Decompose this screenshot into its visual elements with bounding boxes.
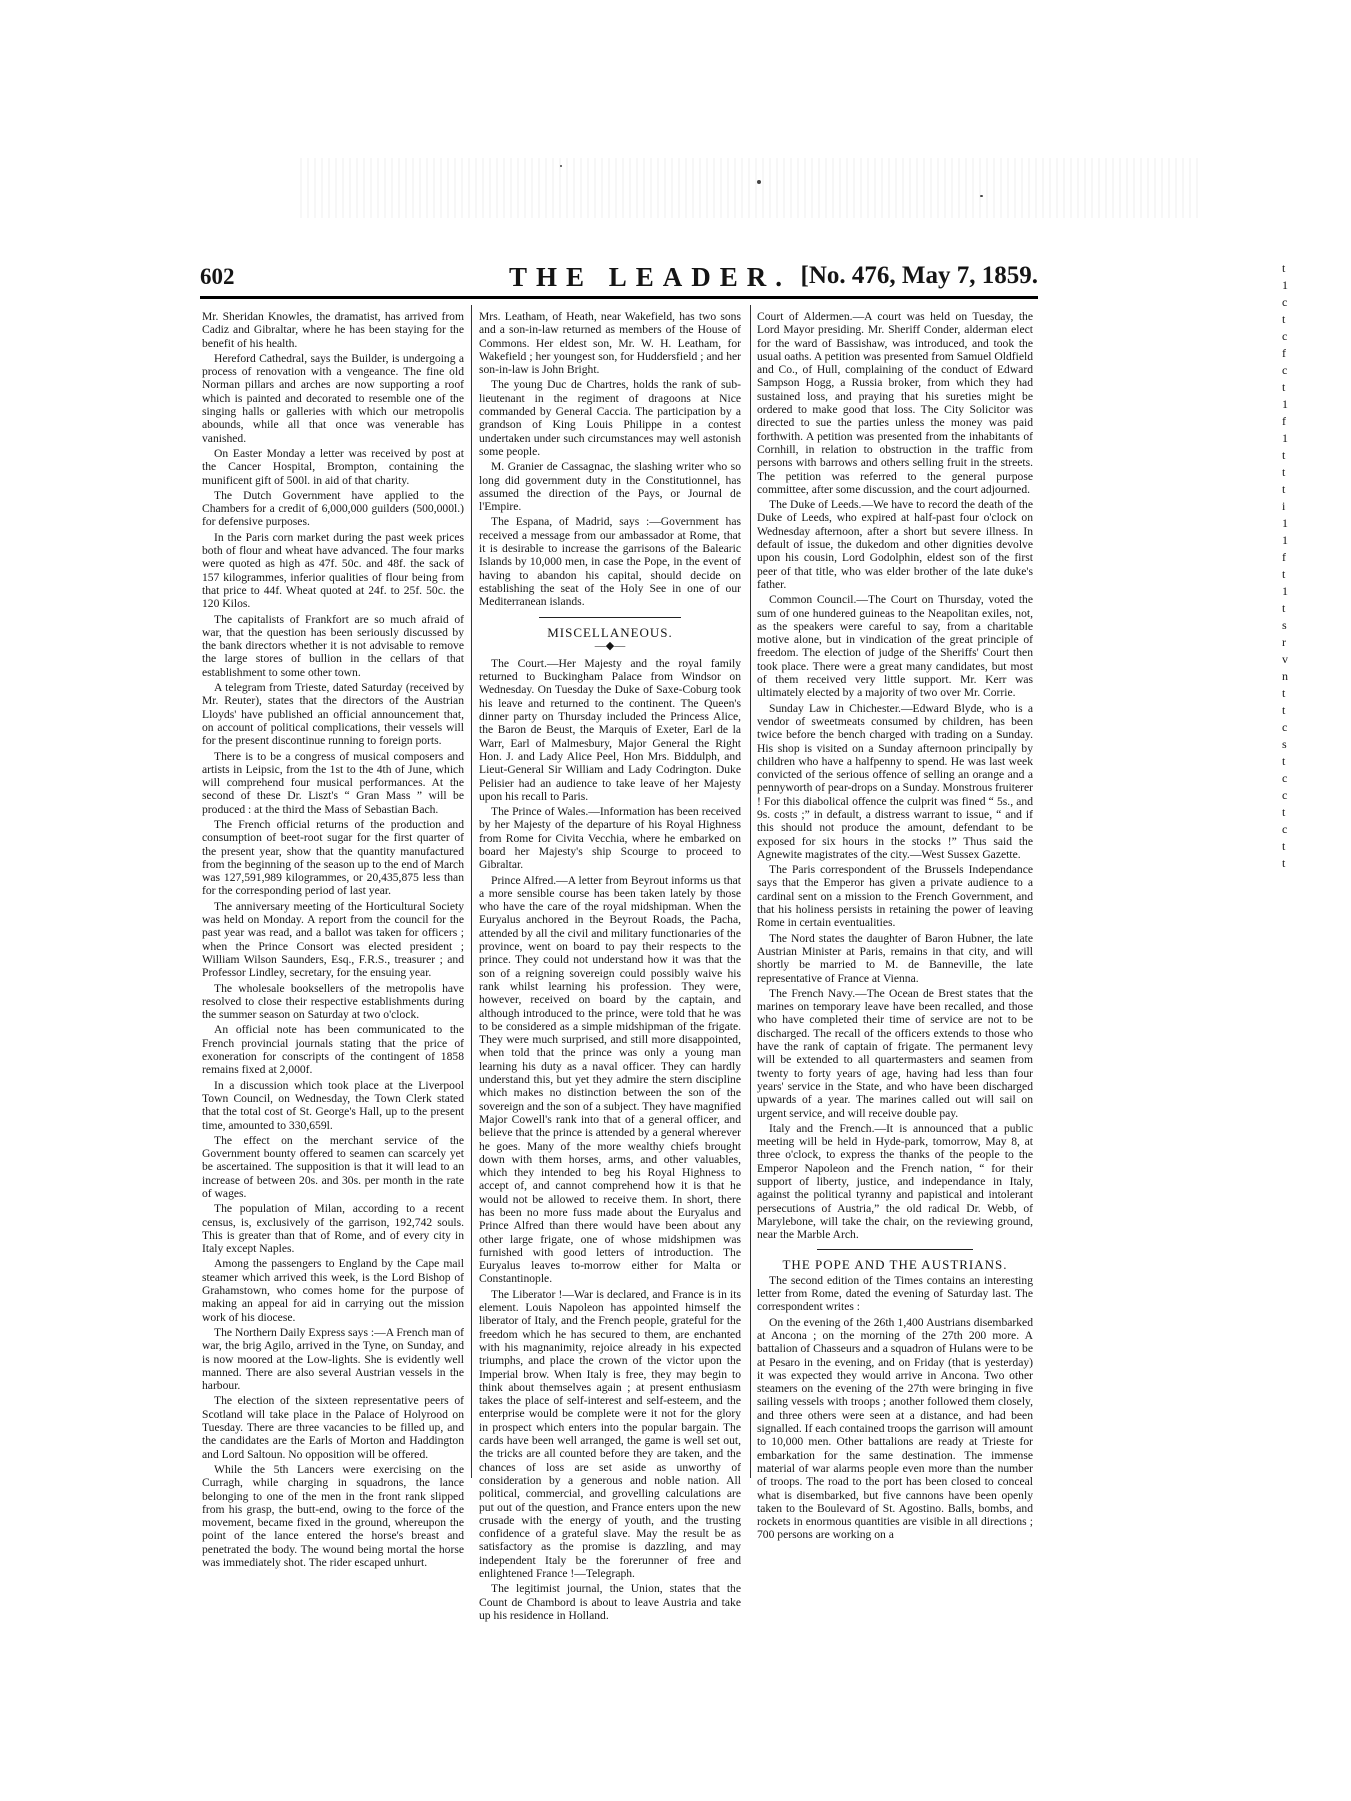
margin-glyph: t bbox=[1282, 448, 1286, 462]
margin-glyph: t bbox=[1282, 261, 1286, 275]
margin-glyph: 1 bbox=[1282, 533, 1288, 547]
margin-glyph: c bbox=[1282, 329, 1288, 343]
news-paragraph: Common Council.—The Court on Thursday, voted the sum of one hundered guineas to the Neapolitan exiles, not, as the speakers were careful to say, from a charitable motive alone, but in vindication of the great principle of freedom. The election of judge of the Sheriffs' Court then took place. There were a great many candidates, but most of them received very little support. Mr. Kerr was ultimately elected by a majority of two over Mr. Corrie. bbox=[757, 593, 1033, 700]
margin-glyph: t bbox=[1282, 482, 1286, 496]
column-rule bbox=[750, 305, 751, 1478]
news-paragraph: There is to be a congress of musical composers and artists in Leipsic, from the 1st to the 4th of June, which will comprehend four musical performances. At the second of these Dr. Liszt's “ Gran Mass ” will be produced : at the third the Mass of Sebastian Bach. bbox=[202, 749, 464, 816]
margin-glyph: 1 bbox=[1282, 431, 1288, 445]
margin-glyph: t bbox=[1282, 839, 1286, 853]
scan-speck bbox=[980, 195, 983, 197]
scan-noise bbox=[300, 158, 1200, 218]
news-paragraph: The Court.—Her Majesty and the royal family returned to Buckingham Palace from Windsor on Wednesday. On Tuesday the Duke of Saxe-Coburg took his leave and returned to the continent. The Queen's dinner party on Thursday included the Princess Alice, the Baron de Beust, the Marquis of Exeter, Earl de la Warr, Earl of Malmesbury, Major General the Right Hon. J. and Lady Alice Peel, Hon Mrs. Biddulph, and Lieut-General Sir William and Lady Codrington. Duke Pelisier had an audience to take leave of her Majesty upon his recall to Paris. bbox=[479, 656, 741, 803]
margin-glyph: c bbox=[1282, 720, 1288, 734]
header-rule bbox=[200, 296, 1038, 299]
column-2 bbox=[479, 310, 741, 1624]
news-paragraph: M. Granier de Cassagnac, the slashing writer who so long did government duty in the Constitutionnel, has assumed the direction of the Pays, or Journal de l'Empire. bbox=[479, 460, 741, 514]
margin-glyph: s bbox=[1282, 618, 1287, 632]
news-paragraph: Among the passengers to England by the Cape mail steamer which arrived this week, is the Lord Bishop of Grahamstown, who comes home for the purpose of making an appeal for aid in carrying out the mission work of his diocese. bbox=[202, 1257, 464, 1324]
scan-speck bbox=[757, 180, 761, 184]
news-paragraph: The young Duc de Chartres, holds the rank of sub-lieutenant in the regiment of dragoons at Nice commanded by General Caccia. The participation by a grandson of King Louis Philippe in a contest undertaken under such circumstances may well astonish some people. bbox=[479, 378, 741, 458]
issue-number-date: [No. 476, May 7, 1859. bbox=[800, 262, 1038, 289]
news-paragraph: Hereford Cathedral, says the Builder, is undergoing a process of renovation with a vengeance. The fine old Norman pillars and arches are now supporting a roof which is painted and decorated to resemble one of the singing halls or galleries with which our metropolis abounds, while all that once was venerable has vanished. bbox=[202, 351, 464, 445]
news-paragraph: A telegram from Trieste, dated Saturday (received by Mr. Reuter), states that the directors of the Austrian Lloyds' have published an official announcement that, on account of political complications, their vessels will for the present discontinue running to foreign ports. bbox=[202, 681, 464, 748]
margin-glyph: 1 bbox=[1282, 278, 1288, 292]
news-paragraph: Italy and the French.—It is announced that a public meeting will be held in Hyde-park, tomorrow, May 8, at three o'clock, to express the thanks of the people to the Emperor Napoleon and the French nation, “ for their support of liberty, justice, and independance in Italy, against the political tyranny and papistical and intolerant persecutions of Austria,” the old radical Dr. Webb, of Marylebone, will take the chair, on the reviewing ground, near the Marble Arch. bbox=[757, 1121, 1033, 1242]
margin-glyph: t bbox=[1282, 686, 1286, 700]
margin-glyph: 1 bbox=[1282, 516, 1288, 530]
news-paragraph: The French Navy.—The Ocean de Brest states that the marines on temporary leave have been recalled, and those who have completed their time of service are not to be discharged. The recall of the officers extends to those who have the rank of captain of frigate. The permanent levy will be extended to all quartermasters and seamen from twenty to forty years of age, having had less than four years' service in the State, and who have been discharged upwards of a year. The marines called out will sail on urgent service, and will receive double pay. bbox=[757, 986, 1033, 1120]
margin-glyph: t bbox=[1282, 567, 1286, 581]
news-paragraph: The Paris correspondent of the Brussels Independance says that the Emperor has given a private audience to a cardinal sent on a mission to the French Government, and that his holiness persists in retaining the power of leaving Rome in certain eventualities. bbox=[757, 863, 1033, 930]
margin-glyph: s bbox=[1282, 737, 1287, 751]
margin-glyph: t bbox=[1282, 465, 1286, 479]
margin-glyph: t bbox=[1282, 703, 1286, 717]
section-divider bbox=[817, 1249, 973, 1250]
news-paragraph: In a discussion which took place at the Liverpool Town Council, on Wednesday, the Town Clerk stated that the total cost of St. George's Hall, up to the present time, amounted to 330,659l. bbox=[202, 1078, 464, 1132]
news-paragraph: The anniversary meeting of the Horticultural Society was held on Monday. A report from the council for the past year was read, and a ballot was taken for officers ; when the Prince Consort was elected president ; William Wilson Saunders, Esq., F.R.S., treasurer ; and Professor Lindley, secretary, for the ensuing year. bbox=[202, 899, 464, 980]
margin-glyph: t bbox=[1282, 312, 1286, 326]
margin-glyph: f bbox=[1282, 346, 1286, 360]
margin-glyph: i bbox=[1282, 499, 1286, 513]
news-paragraph: The Espana, of Madrid, says :—Government has received a message from our ambassador at Rome, that it is desirable to increase the garrisons of the Balearic Islands by 10,000 men, in case the Pope, in the event of having to abandon his capital, should decide on establishing the seat of the Holy See in one of our Mediterranean islands. bbox=[479, 515, 741, 609]
news-paragraph: Mrs. Leatham, of Heath, near Wakefield, has two sons and a son-in-law returned as members of the House of Commons. Her eldest son, Mr. W. H. Leatham, for Wakefield ; her youngest son, for Huddersfield ; and her son-in-law is John Bright. bbox=[479, 310, 741, 377]
news-paragraph: The second edition of the Times contains an interesting letter from Rome, dated the evening of Saturday last. The correspondent writes : bbox=[757, 1273, 1033, 1314]
news-paragraph: The capitalists of Frankfort are so much afraid of war, that the question has been seriously discussed by the bank directors whether it is not advisable to remove the large stores of bullion in the cellars of that establishment to some other town. bbox=[202, 612, 464, 679]
margin-glyph: c bbox=[1282, 822, 1288, 836]
news-paragraph: The effect on the merchant service of the Government bounty offered to seamen can scarcely yet be ascertained. The supposition is that it will lead to an increase of between 20s. and 30s. per month in the rate of wages. bbox=[202, 1133, 464, 1200]
news-paragraph: The population of Milan, according to a recent census, is, exclusively of the garrison, 192,742 souls. This is greater than that of Rome, and of every city in Italy except Naples. bbox=[202, 1202, 464, 1256]
section-heading-pope-austrians: THE POPE AND THE AUSTRIANS. bbox=[782, 1257, 1008, 1273]
margin-glyph: t bbox=[1282, 856, 1286, 870]
news-paragraph: The French official returns of the production and consumption of beet-root sugar for the first quarter of the present year, show that the quantity manufactured from the beginning of the season up to the end of March was 127,591,989 kilogrammes, or 20,435,875 less than for the corresponding period of last year. bbox=[202, 817, 464, 898]
margin-glyph: r bbox=[1282, 635, 1286, 649]
news-paragraph: The Liberator !—War is declared, and France is in its element. Louis Napoleon has appointed himself the liberator of Italy, and the French people, grateful for the freedom which he has secured to them, are enchanted with his magnanimity, rejoice already in his expected triumphs, and place the crown of the victor upon the Imperial brow. When Italy is free, they may begin to think about themselves again ; at present enthusiasm takes the place of self-interest and self-esteem, and the enterprise would be complete were it not for the glory in prospect which enters into the popular bargain. The cards have been well arranged, the game is well set out, the tricks are all counted before they are taken, and the chances of loss are set aside as unworthy of consideration by a generous and noble nation. All political, commercial, and grovelling calculations are put out of the question, and France enters upon the new crusade with the energy of youth, and the trusting confidence of a grateful slave. May the result be as satisfactory as the promise is dazzling, and may independent Italy be the forerunner of free and enlightened France !—Telegraph. bbox=[479, 1287, 741, 1581]
news-paragraph: An official note has been communicated to the French provincial journals stating that the price of exoneration for conscripts of the contingent of 1858 remains fixed at 2,000f. bbox=[202, 1023, 464, 1077]
page-header bbox=[200, 262, 1038, 292]
column-1 bbox=[202, 310, 464, 1571]
margin-glyph: c bbox=[1282, 295, 1288, 309]
section-heading-miscellaneous: MISCELLANEOUS. bbox=[547, 624, 673, 640]
news-paragraph: While the 5th Lancers were exercising on the Curragh, while charging in squadrons, the lance belonging to one of the men in the front rank slipped from his grasp, the butt-end, owing to the force of the movement, became fixed in the ground, whereupon the point of the lance entered the horse's breast and penetrated the body. The wound being mortal the horse was immediately shot. The rider escaped unhurt. bbox=[202, 1462, 464, 1570]
news-paragraph: On Easter Monday a letter was received by post at the Cancer Hospital, Brompton, containing the munificent gift of 500l. in aid of that charity. bbox=[202, 446, 464, 487]
margin-glyph: c bbox=[1282, 788, 1288, 802]
news-paragraph: In the Paris corn market during the past week prices both of flour and wheat have advanced. The four marks were quoted as high as 47f. 50c. and 48f. the sack of 157 kilogrammes, inferior qualities of flour being from that price to 44f. Wheat quoted at 24f. to 25f. 50c. the 120 Kilos. bbox=[202, 530, 464, 611]
right-margin-bleed bbox=[1282, 260, 1300, 872]
news-paragraph: Court of Aldermen.—A court was held on Tuesday, the Lord Mayor presiding. Mr. Sheriff Conder, alderman elect for the ward of Bassishaw, was introduced, and took the usual oaths. A petition was presented from Samuel Oldfield and Co., of Hull, complaining of the conduct of Edward Sampson Hogg, a Russia broker, from which they had sustained loss, and praying that his sureties might be ordered to make good that loss. The City Solicitor was directed to sue the parties unless the money was paid forthwith. A petition was presented from the inhabitants of Cornhill, in relation to obstruction in the traffic from persons with barrows and others selling fruit in the streets. The petition was referred to the general purpose committee, after some discussion, and the court adjourned. bbox=[757, 310, 1033, 496]
news-paragraph: On the evening of the 26th 1,400 Austrians disembarked at Ancona ; on the morning of the 27th 200 more. A battalion of Chasseurs and a squadron of Hulans were to be at Pesaro in the evening, and on Friday (that is yesterday) it was expected they would arrive in Ancona. Two other steamers on the evening of the 27th were bringing in five sailing vessels with troops ; another followed them closely, and three others were seen at a distance, and had been signalled. If each contained troops the garrison will amount to 10,000 men. Other battalions are ready at Trieste for embarkation for the same destination. The immense material of war alarms people even more than the number of troops. The road to the port has been closed to conceal what is disembarked, but five cannons have been openly taken to the Boulevard of St. Agostino. Balls, bombs, and rockets in enormous quantities are visible in all directions ; 700 persons are working on a bbox=[757, 1315, 1033, 1542]
margin-glyph: t bbox=[1282, 380, 1286, 394]
margin-glyph: c bbox=[1282, 363, 1288, 377]
news-paragraph: The Dutch Government have applied to the Chambers for a credit of 6,000,000 guilders (500,000l.) for defensive purposes. bbox=[202, 488, 464, 529]
heading-ornament: —◆— bbox=[594, 639, 626, 652]
news-paragraph: Mr. Sheridan Knowles, the dramatist, has arrived from Cadiz and Gibraltar, where he has been staying for the benefit of his health. bbox=[202, 310, 464, 350]
section-divider bbox=[539, 617, 681, 618]
margin-glyph: t bbox=[1282, 754, 1286, 768]
masthead-title: THE LEADER. bbox=[508, 262, 792, 292]
margin-glyph: n bbox=[1282, 669, 1288, 683]
margin-glyph: t bbox=[1282, 805, 1286, 819]
margin-glyph: f bbox=[1282, 550, 1286, 564]
margin-glyph: 1 bbox=[1282, 584, 1288, 598]
news-paragraph: Prince Alfred.—A letter from Beyrout informs us that a more sensible course has been taken lately by those who have the care of the royal midshipman. When the Euryalus anchored in the Beyrout Roads, the Pacha, attended by all the civil and military functionaries of the province, went on board to pay their respects to the prince. They could not understand how it was that the son of a reigning sovereign could possibly waive his rank whilst learning his profession. They were, however, received on board by the captain, and although introduced to the prince, were told that he was to be considered as a simple midshipman of the frigate. They were much surprised, and still more disappointed, when told that the prince was only a young man learning his duty as a naval officer. They can hardly understand this, but yet they admire the stern discipline which makes no distinction between the son of the sovereign and the son of a subject. They have magnified Major Cowell's rank into that of a general officer, and believe that the prince is attended by a general wherever he goes. Many of the more wealthy chiefs brought down with them horses, arms, and other valuables, which they intended to beg his Royal Highness to accept of, and cannot comprehend how it is that he would not be allowed to receive them. In short, there has been no more fuss made about the Euryalus and Prince Alfred than there would have been about any other large frigate, one of whose midshipmen was furnished with good letters of introduction. The Euryalus leaves to-morrow either for Malta or Constantinople. bbox=[479, 873, 741, 1286]
news-paragraph: Sunday Law in Chichester.—Edward Blyde, who is a vendor of sweetmeats consumed by children, has been twice before the bench charged with trading on a Sunday. His shop is visited on a Sunday afternoon principally by children who have a halfpenny to spend. He was last week convicted of the serious offence of selling an orange and a pennyworth of pear-drops on a Sunday. Monstrous fruiterer ! For this diabolical offence the culprit was fined “ 5s., and 9s. costs ;” in default, a distress warrant to issue, “ and if this should not produce the amount, defendant to be exposed for six hours in the stocks !” Thus said the Agnewite magistrates of the city.—West Sussex Gazette. bbox=[757, 701, 1033, 861]
news-paragraph: The Prince of Wales.—Information has been received by her Majesty of the departure of his Royal Highness from Rome for Civita Vecchia, where he embarked on board her Majesty's ship Scourge to proceed to Gibraltar. bbox=[479, 805, 741, 872]
margin-glyph: f bbox=[1282, 414, 1286, 428]
news-paragraph: The legitimist journal, the Union, states that the Count de Chambord is about to leave Austria and take up his residence in Holland. bbox=[479, 1582, 741, 1622]
margin-glyph: 1 bbox=[1282, 397, 1288, 411]
news-paragraph: The Duke of Leeds.—We have to record the death of the Duke of Leeds, who expired at half-past four o'clock on Wednesday afternoon, after a short but severe illness. In default of issue, the dukedom and other dignities devolve upon his cousin, Lord Godolphin, eldest son of the first peer of that title, who was elder brother of the late duke's father. bbox=[757, 498, 1033, 591]
scan-speck bbox=[560, 165, 562, 167]
news-paragraph: The election of the sixteen representative peers of Scotland will take place in the Palace of Holyrood on Tuesday. There are three vacancies to be filled up, and the candidates are the Earls of Morton and Haddington and Lord Saltoun. No opposition will be offered. bbox=[202, 1394, 464, 1461]
news-paragraph: The Nord states the daughter of Baron Hubner, the late Austrian Minister at Paris, remains in that city, and will shortly be married to M. de Banneville, the late representative of France at Vienna. bbox=[757, 931, 1033, 985]
margin-glyph: v bbox=[1282, 652, 1288, 666]
news-paragraph: The wholesale booksellers of the metropolis have resolved to close their respective establishments during the summer season on Saturday at two o'clock. bbox=[202, 981, 464, 1022]
margin-glyph: t bbox=[1282, 601, 1286, 615]
page-number: 602 bbox=[200, 264, 235, 289]
column-3 bbox=[757, 310, 1033, 1544]
column-rule bbox=[471, 305, 472, 1478]
news-paragraph: The Northern Daily Express says :—A French man of war, the brig Agilo, arrived in the Tyne, on Sunday, and is now moored at the Low-lights. She is evidently well manned. There are also several Austrian vessels in the harbour. bbox=[202, 1325, 464, 1393]
margin-glyph: c bbox=[1282, 771, 1288, 785]
